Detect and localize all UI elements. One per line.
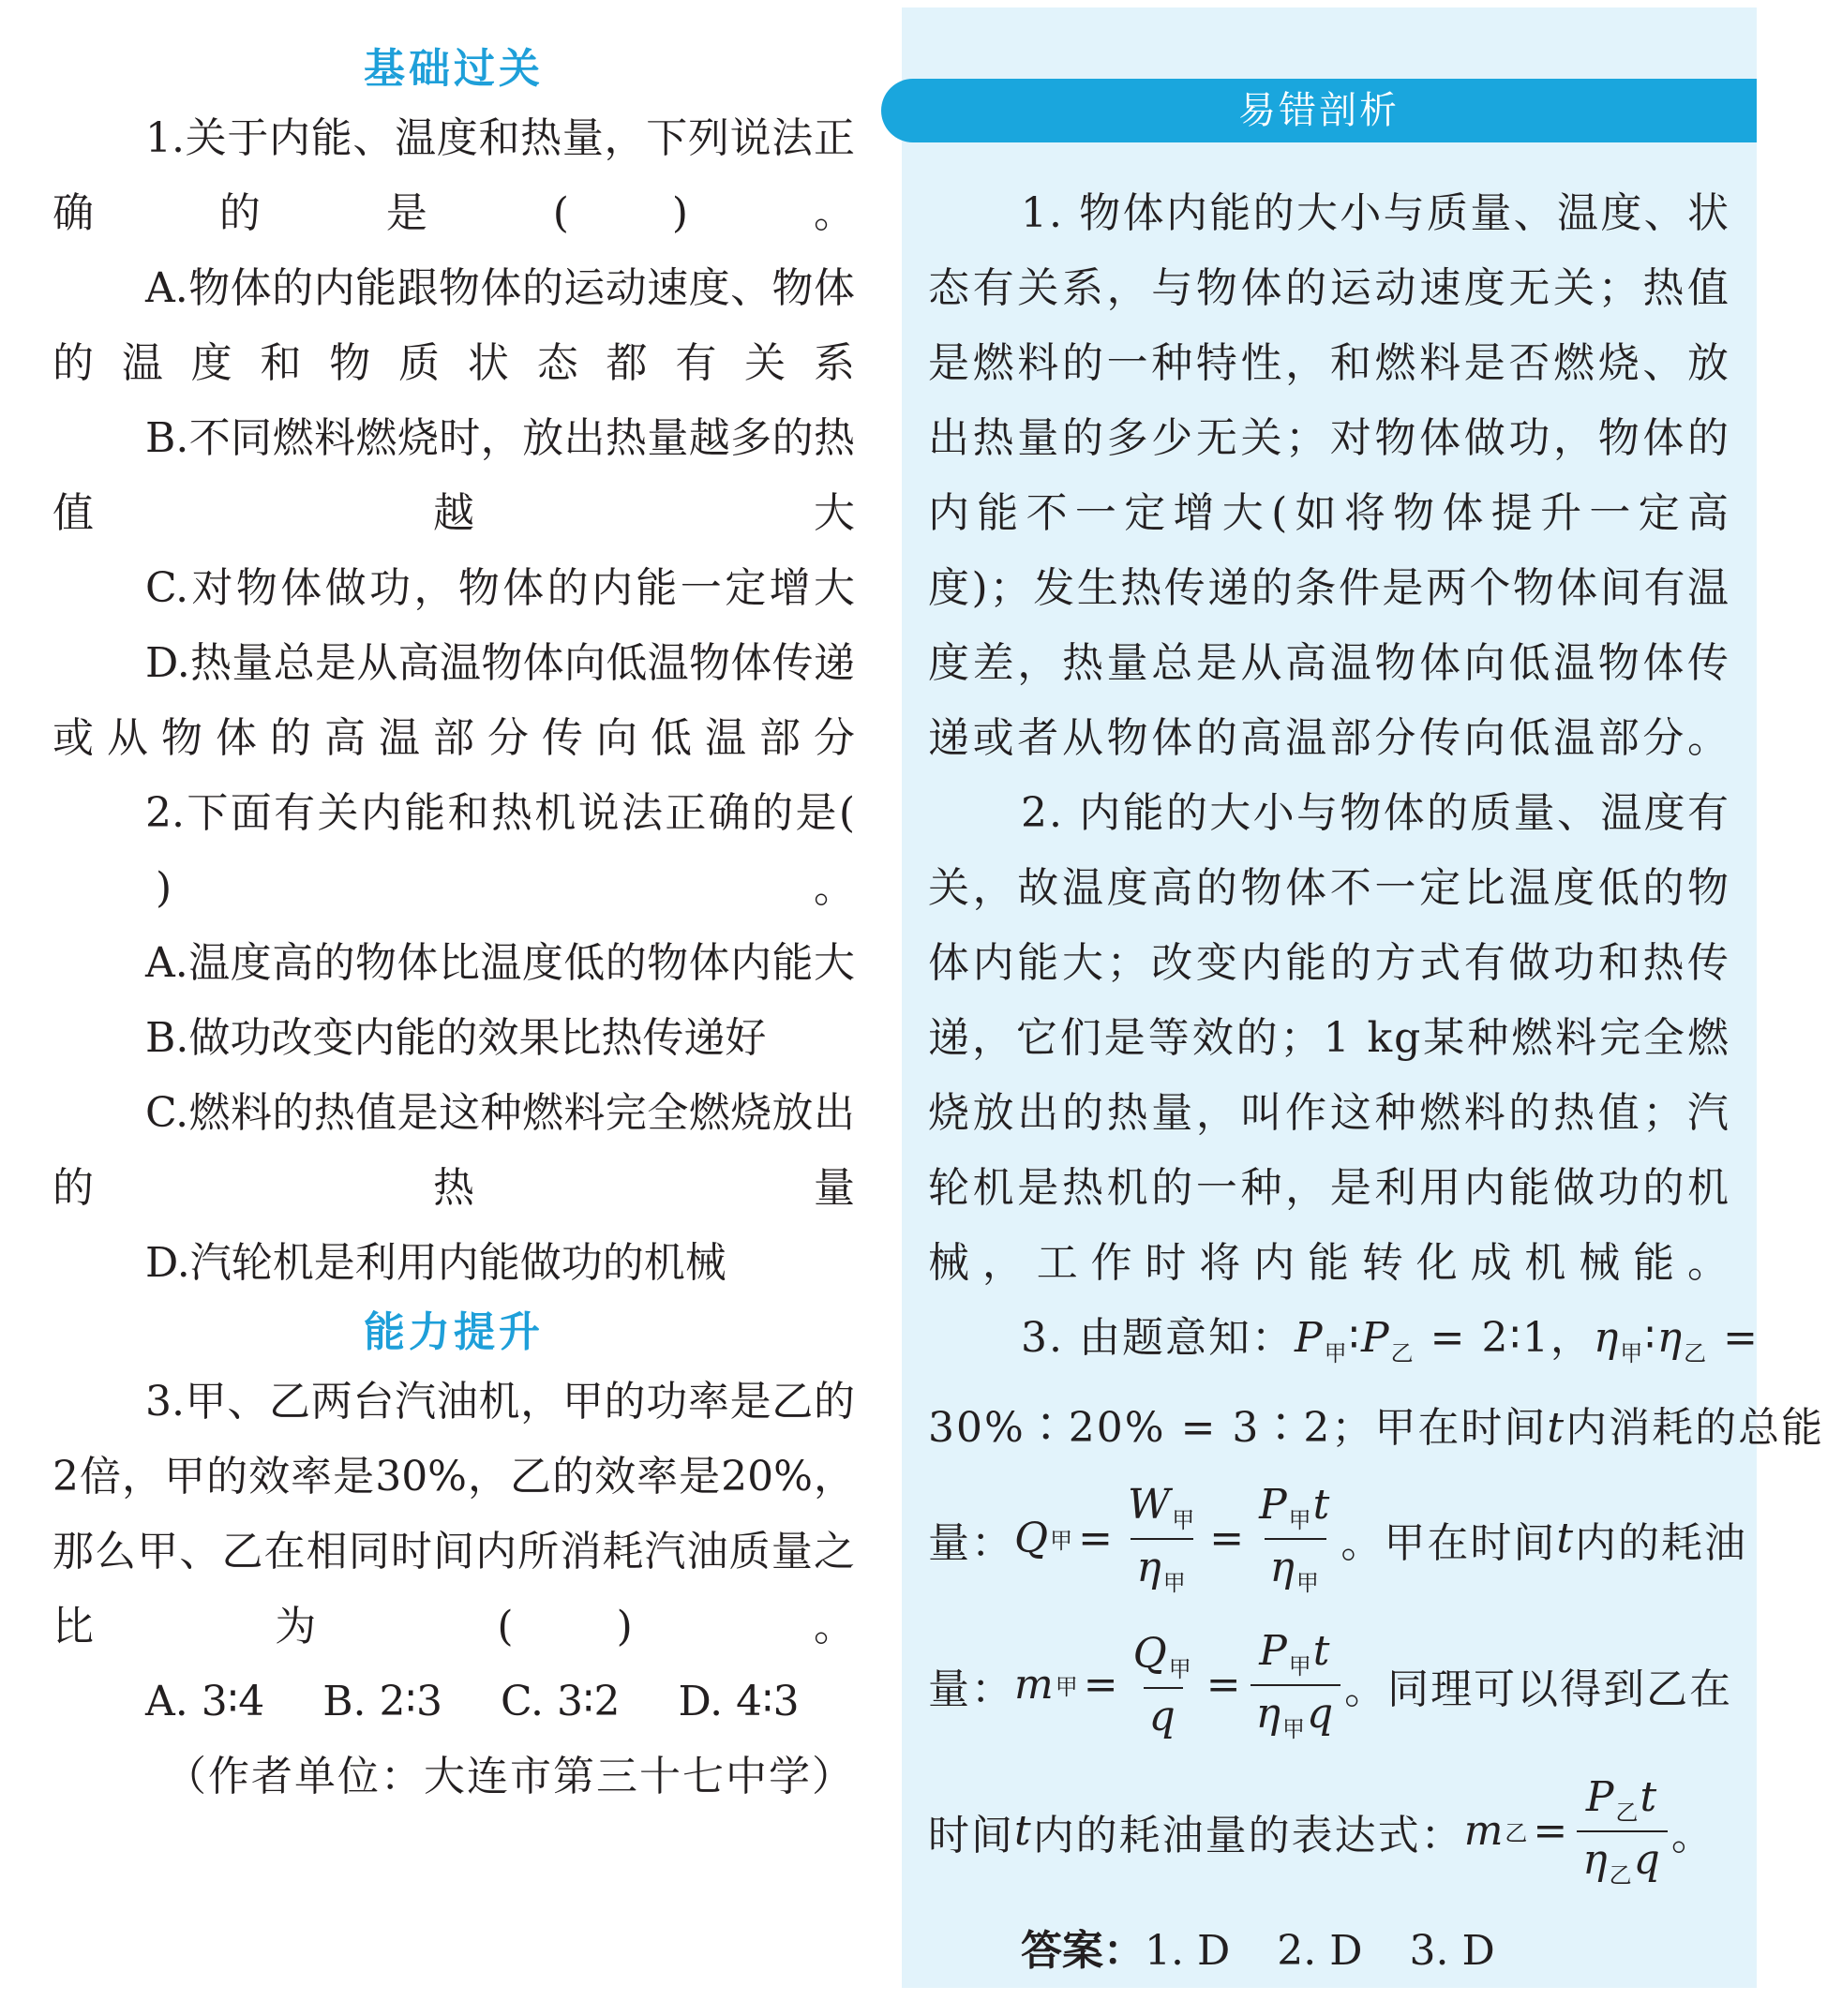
answer-label: 答案： <box>1021 1926 1145 1975</box>
fraction-pt-over-etaq: $\frac{P_甲t}{\eta_甲q}$ <box>1250 1627 1341 1743</box>
question-2-option-d: D.汽轮机是利用内能做功的机械 <box>145 1239 726 1287</box>
analysis-paragraph-2: 2. 内能的大小与物体的质量、温度有关，故温度高的物体不一定比温度低的物体内能大；改变内能的方式有做功和热传递，它们是等效的；1 kg某种燃料完全燃烧放出的热量，叫作这种燃料的热值；汽轮机是热机的一种，是利用内能做功的机械，工作时将内能转化成机械能。 <box>928 789 1730 1287</box>
question-2-option-a: A.温度高的物体比温度低的物体内能大 <box>145 939 855 987</box>
analysis-body <box>928 176 1825 1989</box>
answer-key <box>928 1914 1730 1989</box>
answer-1: 1. D <box>1145 1926 1231 1975</box>
question-3-stem: 3.甲、乙两台汽油机，甲的功率是乙的2倍，甲的效率是30%，乙的效率是20%，那么甲、乙在相同时间内所消耗汽油质量之比为( )。 <box>52 1378 855 1650</box>
question-2-option-b: B.做功改变内能的效果比热传递好 <box>145 1014 767 1062</box>
question-3-option-d: D. 4∶3 <box>678 1678 800 1725</box>
answer-2: 2. D <box>1277 1926 1363 1975</box>
analysis-3-line-2: 30%∶20% = 3∶2；甲在时间t内消耗的总能 <box>928 1403 1825 1452</box>
analysis-3-equation-energy: 量： Q 甲 = $\frac{W_甲}{\eta_甲}$ = $\frac{P_甲t}{\eta_甲}$ 。甲在时间 t 内的耗油 <box>928 1481 1748 1596</box>
fraction-pt-over-etaq-yi: $\frac{P_乙t}{\eta_乙q}$ <box>1577 1773 1668 1889</box>
question-2-option-c: C.燃料的热值是这种燃料完全燃烧放出的热量 <box>52 1089 855 1212</box>
question-2-stem: 2.下面有关内能和热机说法正确的是()。 <box>145 789 855 912</box>
question-3-option-a: A. 3∶4 <box>145 1678 265 1725</box>
question-3-option-c: C. 3∶2 <box>500 1678 621 1725</box>
fraction-pt-over-eta: $\frac{P_甲t}{\eta_甲}$ <box>1259 1481 1332 1596</box>
fraction-w-over-eta: $\frac{W_甲}{\eta_甲}$ <box>1127 1481 1197 1596</box>
analysis-paragraph-1: 1. 物体内能的大小与质量、温度、状态有关系，与物体的运动速度无关；热值是燃料的一种特性，和燃料是否燃烧、放出热量的多少无关；对物体做功，物体的内能不一定增大(如将物体提升一定高度)；发生热传递的条件是两个物体间有温度差，热量总是从高温物体向低温物体传递或者从物体的高温部分传向低温部分。 <box>928 189 1730 762</box>
question-1-option-c: C.对物体做功，物体的内能一定增大 <box>145 564 855 612</box>
question-1-option-b: B.不同燃料燃烧时，放出热量越多的热值越大 <box>52 414 855 537</box>
question-1-stem: 1.关于内能、温度和热量，下列说法正确的是( )。 <box>52 114 856 237</box>
author-affiliation: （作者单位：大连市第三十七中学） <box>165 1753 855 1800</box>
analysis-3-equation-mass-jia: 量： m 甲 = $\frac{Q_甲}{q}$ = $\frac{P_甲t}{\eta_甲q}$ 。同理可以得到乙在 <box>928 1627 1733 1742</box>
analysis-banner: 易错剖析 <box>881 79 1757 142</box>
question-1-option-a: A.物体的内能跟物体的运动速度、物体的温度和物质状态都有关系 <box>52 264 855 387</box>
analysis-3-line-1: 3. 由题意知：$P_甲∶P_乙$ = 2∶1，$\eta_甲∶\eta_乙$ = <box>1021 1314 1760 1366</box>
section-title-advanced: 能力提升 <box>364 1308 544 1356</box>
analysis-3-equation-mass-yi: 时间 t 内的耗油量的表达式： m 乙 = $\frac{P_乙t}{\eta_乙q}$ 。 <box>928 1773 1715 1889</box>
question-1-option-d: D.热量总是从高温物体向低温物体传递或从物体的高温部分传向低温部分 <box>52 639 855 762</box>
analysis-panel <box>902 7 1825 1988</box>
question-3-option-b: B. 2∶3 <box>322 1678 442 1725</box>
left-column <box>52 37 855 1814</box>
answer-3: 3. D <box>1409 1926 1495 1975</box>
fraction-q-over-q: $\frac{Q_甲}{q}$ <box>1132 1629 1193 1740</box>
question-3-options <box>52 1665 855 1740</box>
section-title-basic: 基础过关 <box>364 45 544 93</box>
